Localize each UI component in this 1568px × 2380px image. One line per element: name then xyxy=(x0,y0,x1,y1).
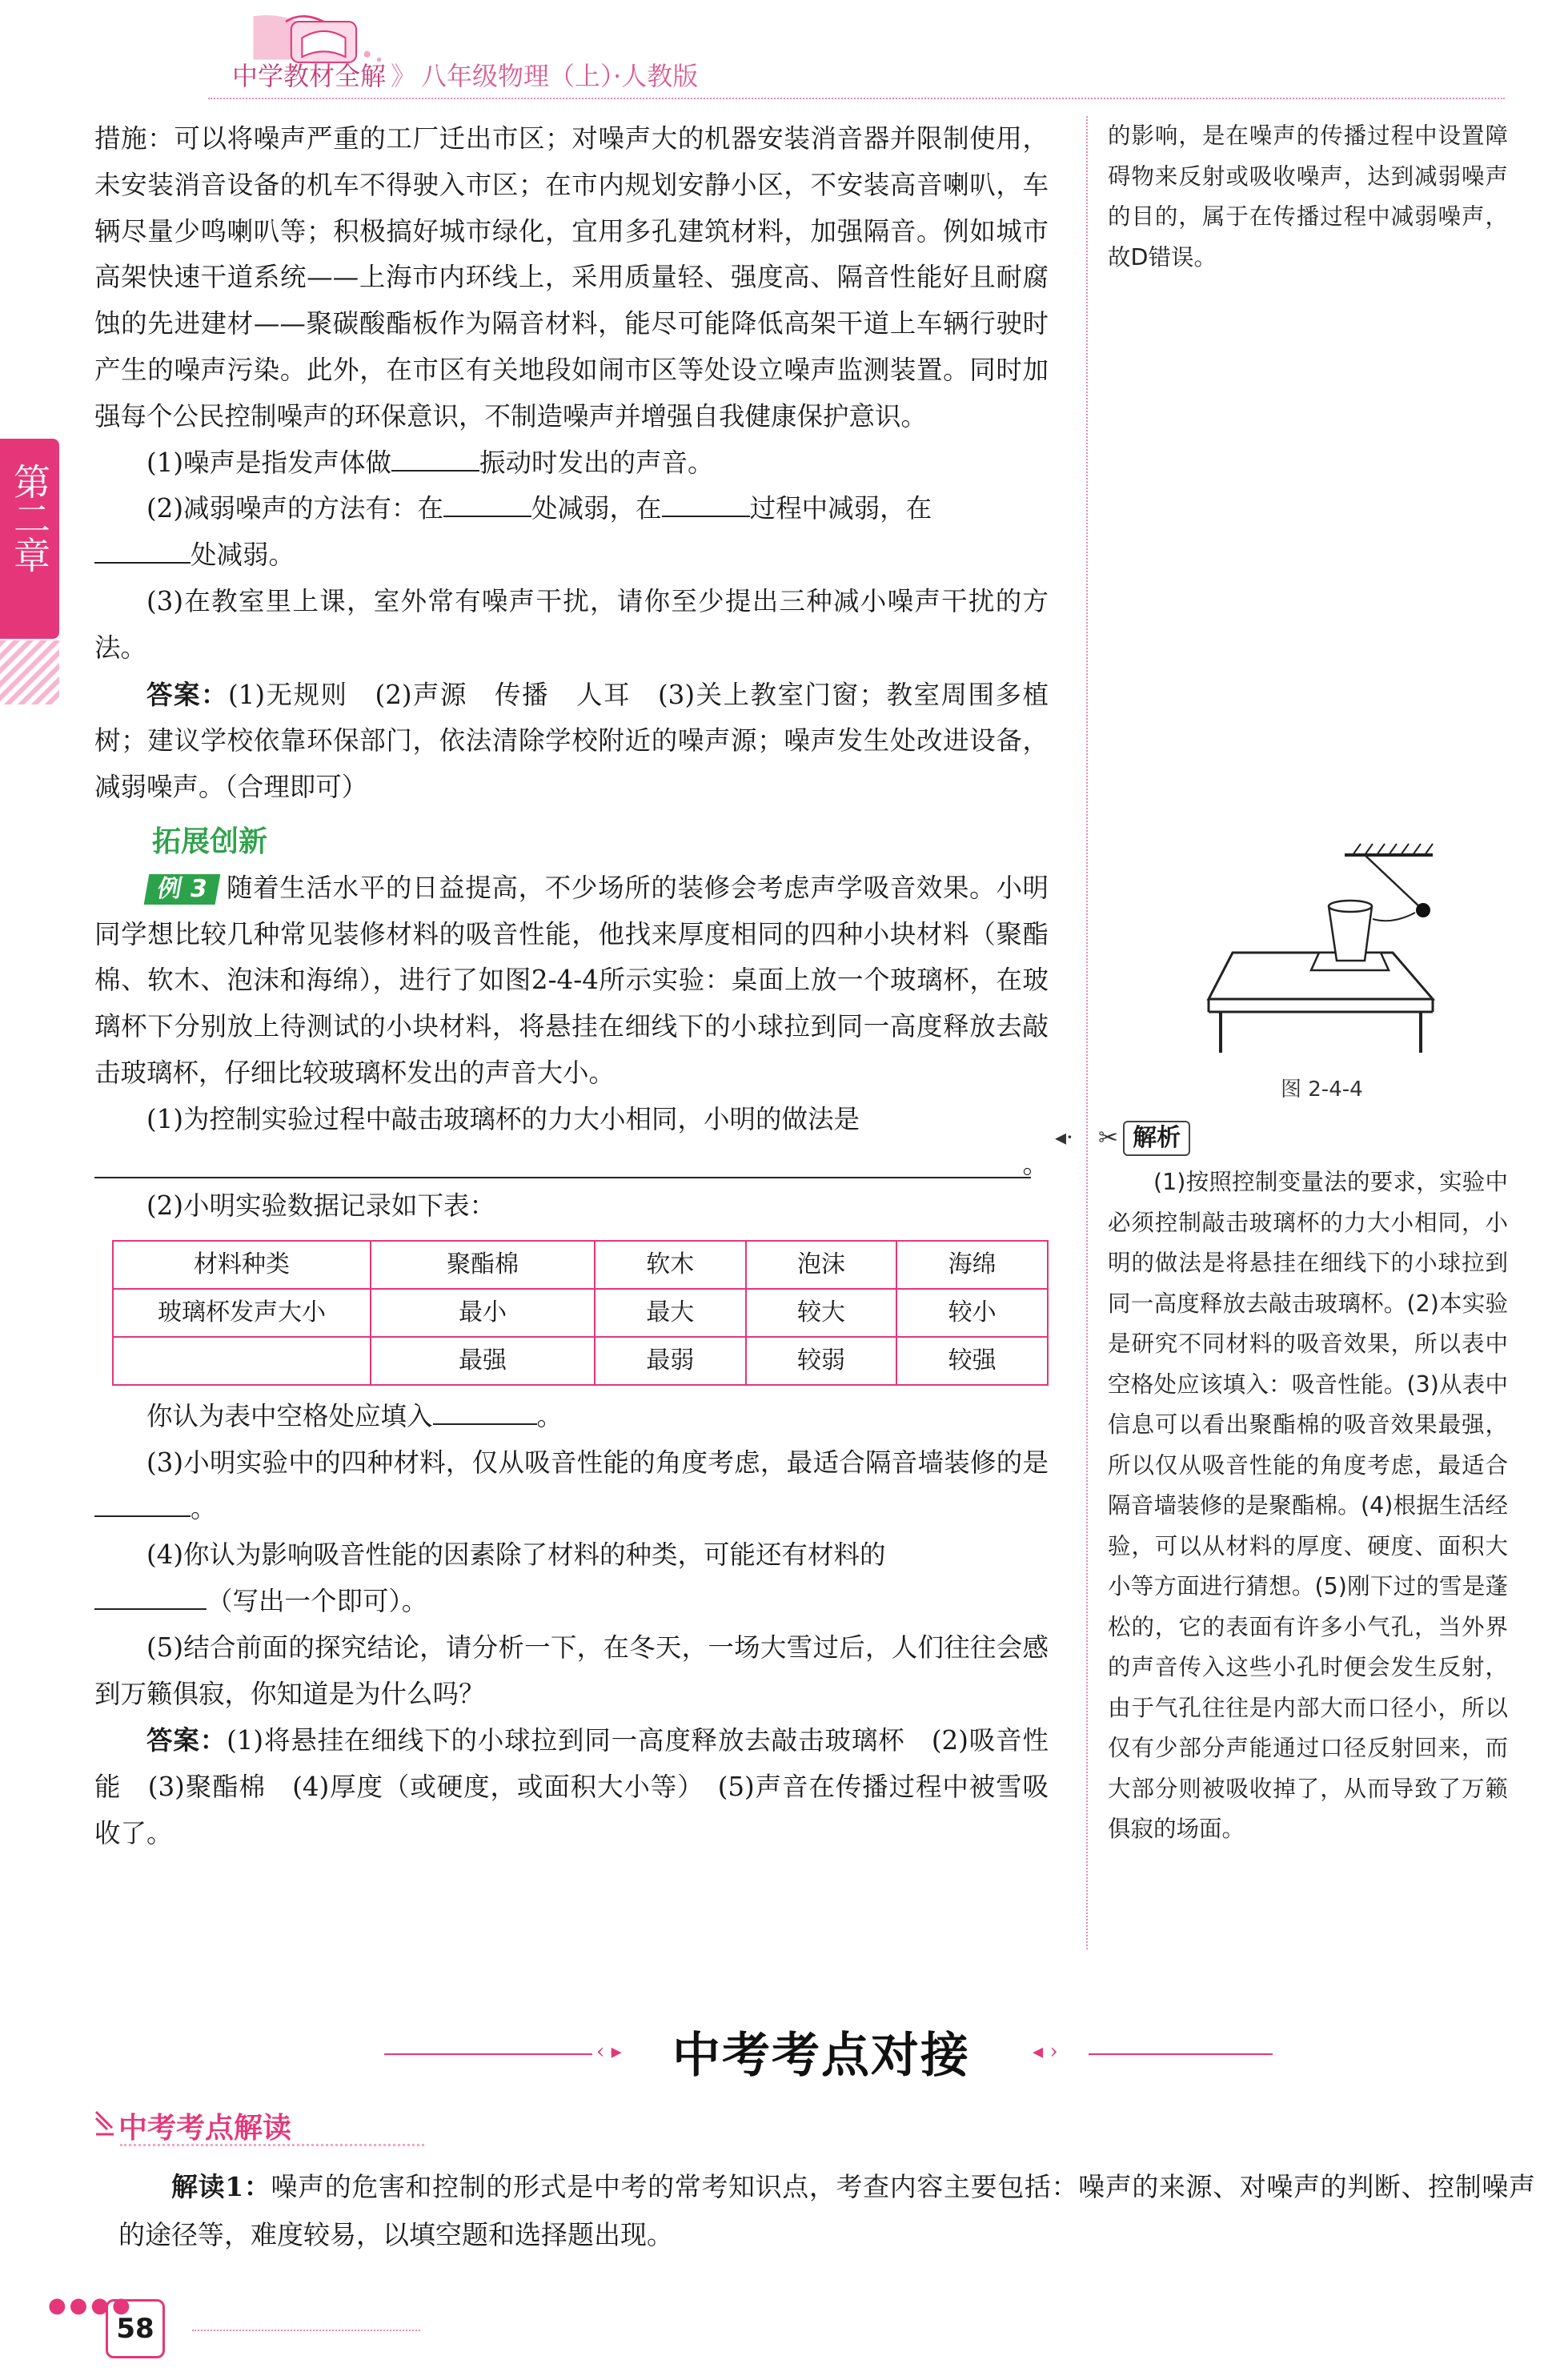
table-cell: 较大 xyxy=(746,1289,897,1337)
example-tag: 例 3 xyxy=(144,874,221,905)
q2-text-d: 处减弱。 xyxy=(190,540,295,571)
question-1 xyxy=(94,440,1049,487)
answer-2-text: (1)将悬挂在细线下的小球拉到同一高度释放去敲击玻璃杯 (2)吸音性能 (3)聚酯棉 (4)厚度（或硬度，或面积大小等） (5)声音在传播过程中被雪吸收了。 xyxy=(94,1725,1049,1848)
analysis-text xyxy=(1108,1162,1508,1850)
subheading: 中考考点解读 xyxy=(118,2112,292,2145)
title-ornament-left-icon: ‹ ▸ xyxy=(596,2040,622,2064)
ex-q3-text: (3)小明实验中的四种材料，仅从吸音性能的角度考虑，最适合隔音墙装修的是 xyxy=(146,1447,1049,1478)
example-q3 xyxy=(94,1440,1049,1533)
ex-q4-text-end: （写出一个即可）。 xyxy=(207,1585,428,1616)
header-title xyxy=(232,56,698,93)
right-column-top xyxy=(1108,116,1508,278)
interpretation-text: 噪声的危害和控制的形式是中考的常考知识点，考查内容主要包括：噪声的来源、对噪声的判断、控制噪声的途径等，难度较易，以填空题和选择题出现。 xyxy=(118,2171,1536,2250)
subheading-icon xyxy=(93,2109,117,2137)
question-3: (3)在教室里上课，室外常有噪声干扰，请你至少提出三种减小噪声干扰的方法。 xyxy=(94,585,1049,663)
example-q2: (2)小明实验数据记录如下表： xyxy=(146,1190,496,1221)
q2-blank-2[interactable] xyxy=(662,492,750,517)
table-cell: 较小 xyxy=(896,1289,1048,1337)
ex-q3-blank[interactable] xyxy=(94,1491,190,1517)
q2-fill-text: 你认为表中空格处应填入 xyxy=(146,1400,433,1431)
title-ornament-right-icon: ◂ › xyxy=(1033,2040,1058,2064)
chapter-tab xyxy=(0,439,59,639)
analysis-label: 解析 xyxy=(1123,1121,1190,1156)
table-cell: 软木 xyxy=(595,1241,746,1289)
ex-q3-period: 。 xyxy=(190,1493,217,1524)
pointer-arrow-icon: ◂· xyxy=(1055,1124,1073,1150)
q2-fill-period: 。 xyxy=(536,1400,563,1431)
right-top-text: 的影响，是在噪声的传播过程中设置障碍物来反射或吸收噪声，达到减弱噪声的目的，属于在传播过程中减弱噪声，故D错误。 xyxy=(1108,122,1508,271)
chapter-tab-stripes xyxy=(0,640,59,704)
table-cell: 聚酯棉 xyxy=(371,1241,595,1289)
bottom-paragraph xyxy=(118,2163,1535,2259)
q2-blank-1[interactable] xyxy=(443,492,531,517)
example-q1-period: 。 xyxy=(1022,1148,1049,1179)
table-row xyxy=(113,1337,1048,1385)
table-cell: 较强 xyxy=(896,1337,1048,1385)
answer-2-label: 答案： xyxy=(146,1724,227,1756)
q2-text-b: 处减弱，在 xyxy=(531,493,662,524)
table-empty-cell[interactable] xyxy=(113,1337,371,1385)
example-q1-answer-line[interactable] xyxy=(94,1143,1049,1179)
q2-text-a: (2)减弱噪声的方法有：在 xyxy=(146,493,444,524)
answer-2 xyxy=(94,1717,1049,1856)
q2-blank-3[interactable] xyxy=(94,538,190,564)
table-row xyxy=(113,1241,1048,1289)
header-separator: 》 xyxy=(391,61,417,91)
subheading-underline xyxy=(120,2144,424,2146)
figure-caption: 图 2-4-4 xyxy=(1281,1078,1363,1102)
title-line-right xyxy=(1089,2053,1273,2055)
interpretation-label: 解读1： xyxy=(171,2171,271,2202)
main-column xyxy=(94,116,1049,1857)
table-cell: 泡沫 xyxy=(746,1241,897,1289)
table-cell: 最小 xyxy=(371,1289,595,1337)
section-heading: 拓展创新 xyxy=(152,825,268,858)
example-q5: (5)结合前面的探究结论，请分析一下，在冬天，一场大雪过后，人们往往会感到万籁俱寂，你知道是为什么吗？ xyxy=(94,1631,1049,1709)
section-title: 中考考点对接 xyxy=(672,2028,970,2084)
example-q4 xyxy=(94,1532,1049,1625)
example-3 xyxy=(94,865,1049,1097)
title-line-left xyxy=(384,2053,592,2055)
table-cell: 玻璃杯发声大小 xyxy=(113,1289,371,1337)
analysis-paragraph: (1)按照控制变量法的要求，实验中必须控制敲击玻璃杯的力大小相同，小明的做法是将悬挂在细线下的小球拉到同一高度释放去敲击玻璃杯。(2)本实验是研究不同材料的吸音效果，所以表中空格处应该填入：吸音性能。(3)从表中信息可以看出聚酯棉的吸音效果最强，所以仅从吸音性能的角度考虑，最适合隔音墙装修的是聚酯棉。(4)根据生活经验，可以从材料的厚度、硬度、面积大小等方面进行猜想。(5)刚下过的雪是蓬松的，它的表面有许多小气孔，当外界的声音传入这些小孔时便会发生反射，由于气孔往往是内部大而口径小，所以仅有少部分声能通过口径反射回来，而大部分则被吸收掉了，从而导致了万籁俱寂的场面。 xyxy=(1108,1169,1508,1842)
example-text: 随着生活水平的日益提高，不少场所的装修会考虑声学吸音效果。小明同学想比较几种常见装修材料的吸音性能，他找来厚度相同的四种小块材料（聚酯棉、软木、泡沫和海绵），进行了如图2-4-4所示实验：桌面上放一个玻璃杯，在玻璃杯下分别放上待测试的小块材料，将悬挂在细线下的小球拉到同一高度释放去敲击玻璃杯，仔细比较玻璃杯发出的声音大小。 xyxy=(94,872,1049,1088)
series-name: 中学教材全解 xyxy=(232,61,387,91)
ex-q4-blank[interactable] xyxy=(94,1584,207,1610)
table-cell: 最大 xyxy=(595,1289,746,1337)
data-table xyxy=(112,1240,1049,1385)
footer-dots: ●●●● xyxy=(48,2294,134,2318)
q1-blank[interactable] xyxy=(391,446,479,472)
footer-line xyxy=(192,2330,420,2331)
analysis-tag xyxy=(1098,1121,1190,1156)
q1-text: (1)噪声是指发声体做 xyxy=(146,447,392,478)
answer-1-label: 答案： xyxy=(146,678,228,710)
table-cell: 最弱 xyxy=(595,1337,746,1385)
answer-1 xyxy=(94,672,1049,811)
q1-text-end: 振动时发出的声音。 xyxy=(479,447,714,478)
example-q2-fill xyxy=(94,1394,1049,1440)
page-number: 58 xyxy=(106,2299,165,2358)
question-2 xyxy=(94,486,1049,579)
table-cell: 较弱 xyxy=(746,1337,897,1385)
chapter-tab-label: 第二章 xyxy=(8,463,51,573)
example-q1: (1)为控制实验过程中敲击玻璃杯的力大小相同，小明的做法是 xyxy=(146,1103,860,1134)
ex-q4-text: (4)你认为影响吸音性能的因素除了材料的种类，可能还有材料的 xyxy=(146,1539,886,1571)
header-divider xyxy=(208,98,1505,99)
column-divider xyxy=(1086,116,1088,1949)
table-cell: 最强 xyxy=(371,1337,595,1385)
scissors-icon: ✂ xyxy=(1098,1124,1119,1152)
experiment-figure xyxy=(1201,833,1457,1065)
intro-paragraph: 措施：可以将噪声严重的工厂迁出市区；对噪声大的机器安装消音器并限制使用，未安装消音设备的机车不得驶入市区；在市内规划安静小区，不安装高音喇叭，车辆尽量少鸣喇叭等；积极搞好城市绿化，宜用多孔建筑材料，加强隔音。例如城市高架快速干道系统——上海市内环线上，采用质量轻、强度高、隔音性能好且耐腐蚀的先进建材——聚碳酸酯板作为隔音材料，能尽可能降低高架干道上车辆行驶时产生的噪声污染。此外，在市区有关地段如闹市区等处设立噪声监测装置。同时加强每个公民控制噪声的环保意识，不制造噪声并增强自我健康保护意识。 xyxy=(94,123,1049,431)
subject-name: 八年级物理（上）·人教版 xyxy=(421,61,699,91)
q2-fill-blank[interactable] xyxy=(433,1399,537,1425)
q2-text-c: 过程中减弱，在 xyxy=(749,493,932,524)
table-cell: 海绵 xyxy=(896,1241,1048,1289)
answer-1-text: (1)无规则 (2)声源 传播 人耳 (3)关上教室门窗；教室周围多植树；建议学校依靠环保部门，依法清除学校附近的噪声源；噪声发生处改进设备，减弱噪声。（合理即可） xyxy=(94,679,1049,803)
table-row xyxy=(113,1289,1048,1337)
table-cell: 材料种类 xyxy=(113,1241,371,1289)
